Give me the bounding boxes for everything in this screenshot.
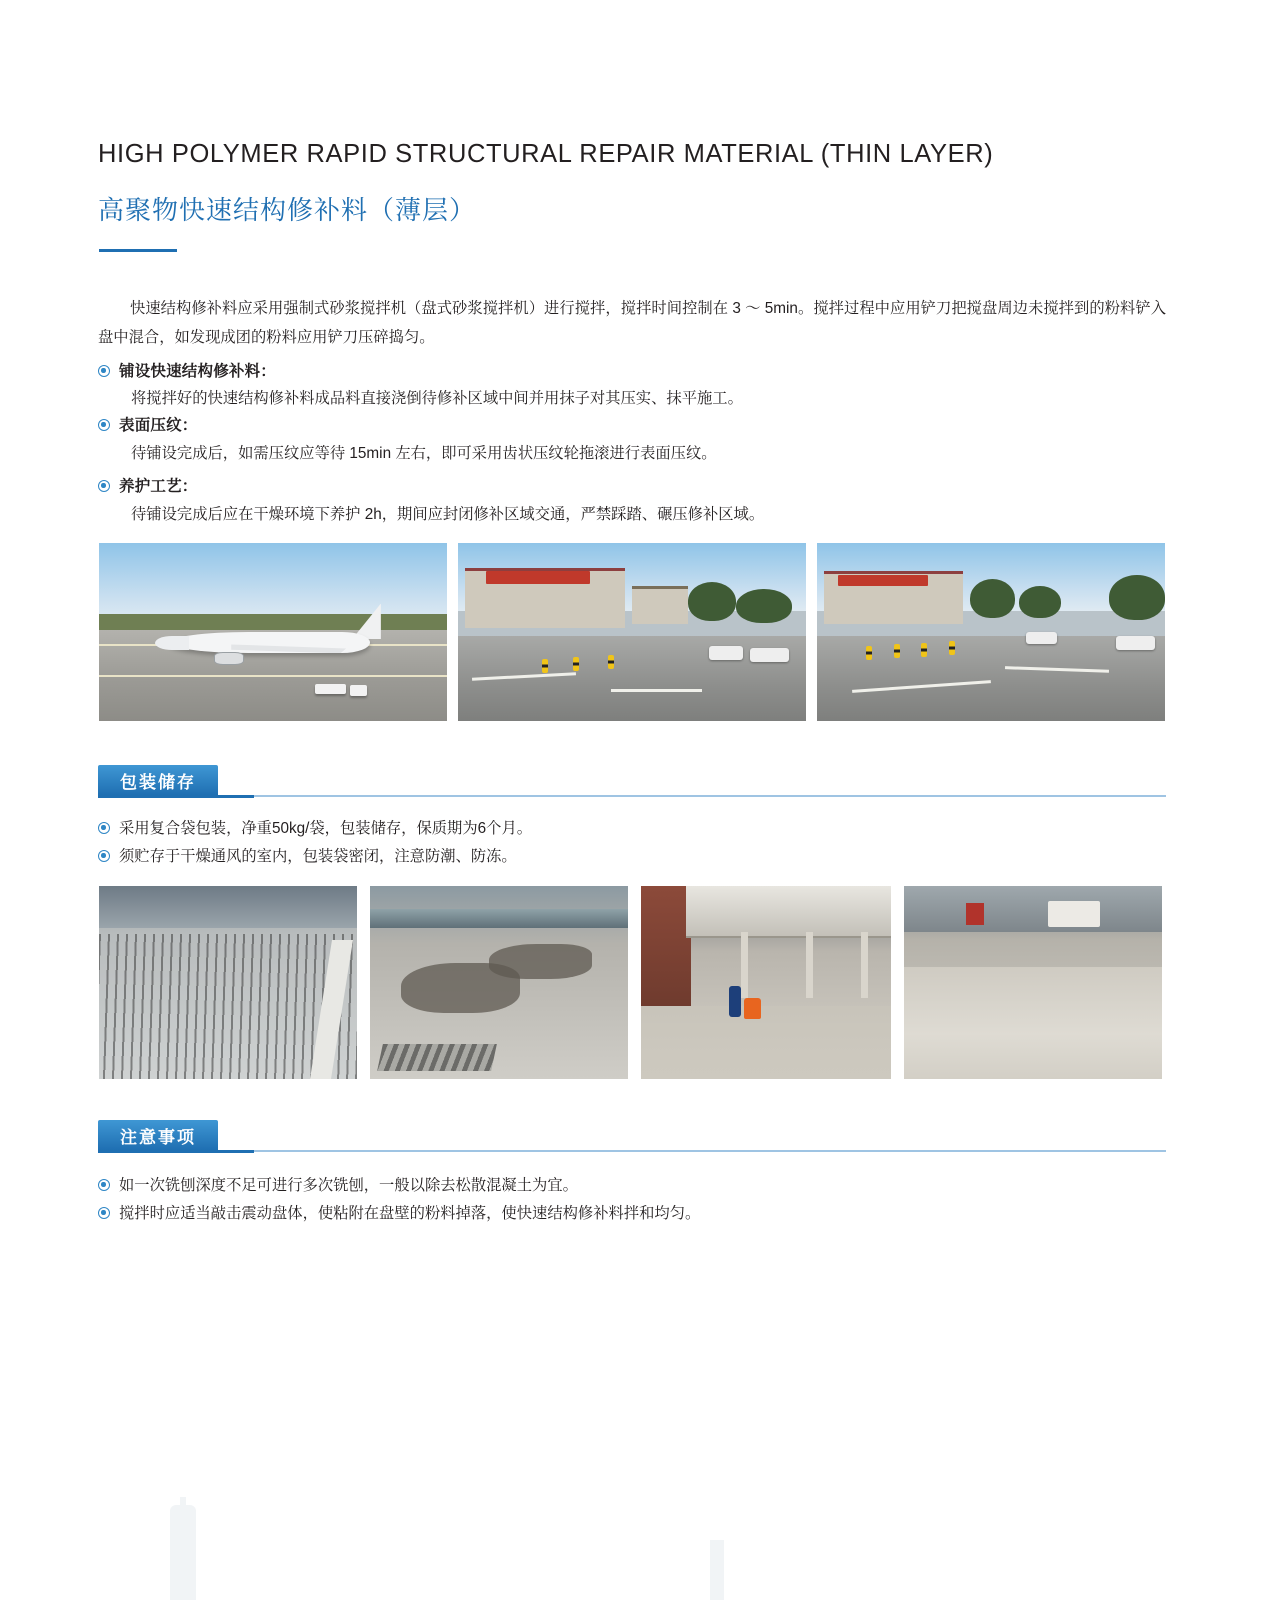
ring-bullet-icon bbox=[98, 365, 110, 377]
step-1-text: 将搅拌好的快速结构修补料成品料直接浇倒待修补区域中间并用抹子对其压实、抹平施工。 bbox=[131, 390, 743, 407]
step-2-heading bbox=[98, 412, 198, 439]
worker-kneeling bbox=[744, 998, 762, 1019]
ring-bullet-icon bbox=[98, 419, 110, 431]
worker-standing bbox=[729, 986, 742, 1017]
station-canopy bbox=[686, 886, 891, 938]
wet-concrete-surface bbox=[641, 1006, 891, 1079]
section-underline-accent bbox=[98, 795, 254, 798]
step-3-label: 养护工艺： bbox=[119, 478, 198, 495]
photo-damaged-pavement bbox=[370, 886, 628, 1079]
step-2-text: 待铺设完成后，如需压纹应等待 15min 左右，即可采用齿状压纹轮拖滚进行表面压纹。 bbox=[131, 445, 717, 462]
page-title-chinese: 高聚物快速结构修补料（薄层） bbox=[98, 195, 477, 225]
ground-vehicle bbox=[315, 684, 346, 695]
shop-signboard bbox=[838, 575, 928, 586]
title-underline-rule bbox=[99, 249, 177, 252]
traffic-cone bbox=[542, 659, 548, 673]
precaution-item-1 bbox=[98, 1172, 578, 1199]
finished-concrete-slab bbox=[904, 967, 1162, 1079]
section-packaging-storage bbox=[98, 765, 1166, 799]
precaution-item-2 bbox=[98, 1200, 700, 1227]
footer-decorative-art bbox=[150, 1505, 750, 1600]
traffic-cone bbox=[866, 646, 872, 660]
step-1-label: 铺设快速结构修补料： bbox=[119, 363, 277, 380]
station-building bbox=[641, 886, 691, 1006]
photo-finished-road bbox=[817, 543, 1165, 721]
photo-completed-surface bbox=[904, 886, 1162, 1079]
section-underline bbox=[98, 795, 1166, 797]
step-1-heading bbox=[98, 358, 276, 385]
photo-airport-runway bbox=[99, 543, 447, 721]
shop-signboard bbox=[486, 571, 590, 583]
step-3-text: 待铺设完成后应在干燥环境下养护 2h，期间应封闭修补区域交通，严禁踩踏、碾压修补区域。 bbox=[131, 506, 765, 523]
ring-bullet-icon bbox=[98, 1179, 110, 1191]
section-underline-accent bbox=[98, 1150, 254, 1153]
ring-bullet-icon bbox=[98, 850, 110, 862]
page-title-english: HIGH POLYMER RAPID STRUCTURAL REPAIR MATERIAL (THIN LAYER) bbox=[98, 140, 994, 168]
step-2-label: 表面压纹： bbox=[119, 417, 198, 434]
packaging-item-2-text: 须贮存于干燥通风的室内，包装袋密闭，注意防潮、防冻。 bbox=[119, 848, 517, 865]
packaging-item-1-text: 采用复合袋包装，净重50kg/袋，包装储存，保质期为6个月。 bbox=[119, 820, 533, 837]
step-3-heading bbox=[98, 473, 198, 500]
parked-truck bbox=[1048, 901, 1100, 926]
parked-car bbox=[709, 646, 744, 660]
guardrail bbox=[370, 909, 628, 928]
section-heading-precautions: 注意事项 bbox=[98, 1120, 218, 1150]
section-underline bbox=[98, 1150, 1166, 1152]
intro-paragraph: 快速结构修补料应采用强制式砂浆搅拌机（盘式砂浆搅拌机）进行搅拌，搅拌时间控制在 3 ～ 5min。搅拌过程中应用铲刀把搅盘周边未搅拌到的粉料铲入盘中混合，如发现成团的粉料应用铲刀压碎捣匀。 bbox=[98, 300, 1166, 346]
section-heading-packaging: 包装储存 bbox=[98, 765, 218, 795]
photo-intersection-repair bbox=[458, 543, 806, 721]
packaging-item-2 bbox=[98, 843, 517, 870]
ring-bullet-icon bbox=[98, 480, 110, 492]
packaging-item-1 bbox=[98, 815, 532, 842]
precaution-item-1-text: 如一次铣刨深度不足可进行多次铣刨，一般以除去松散混凝土为宜。 bbox=[119, 1177, 578, 1194]
section-precautions bbox=[98, 1120, 1166, 1154]
photo-grooved-surface bbox=[99, 886, 357, 1079]
photo-gas-station-construction bbox=[641, 886, 891, 1079]
ring-bullet-icon bbox=[98, 1207, 110, 1219]
precaution-item-2-text: 搅拌时应适当敲击震动盘体，使粘附在盘壁的粉料掉落，使快速结构修补料拌和均匀。 bbox=[119, 1205, 701, 1222]
roadside-tree bbox=[688, 582, 737, 621]
ring-bullet-icon bbox=[98, 822, 110, 834]
drainage-grate bbox=[377, 1044, 496, 1071]
